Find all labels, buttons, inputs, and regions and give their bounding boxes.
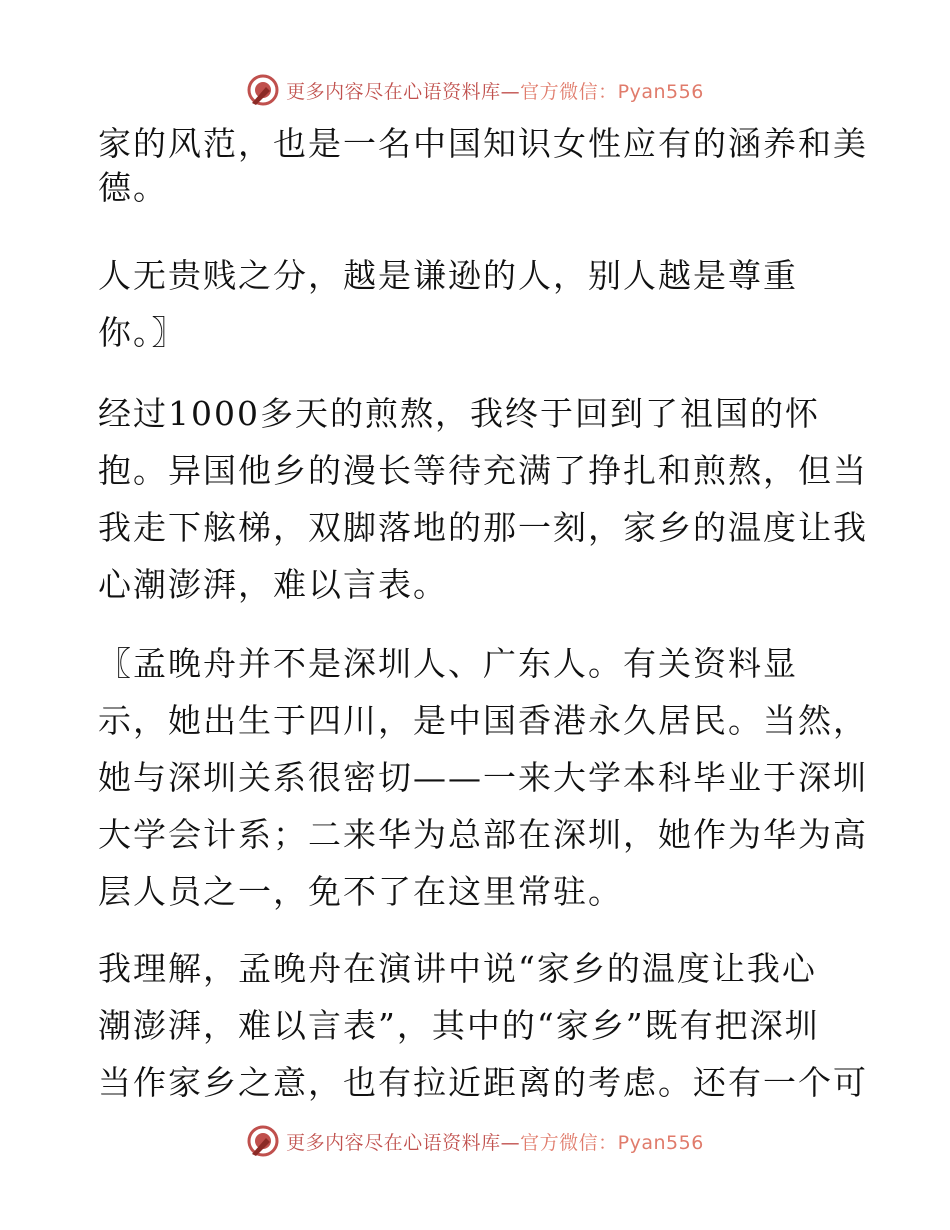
text-line: 大学会计系；二来华为总部在深圳，她作为华为高 bbox=[98, 815, 868, 854]
paragraph-4 bbox=[98, 642, 868, 914]
text-line: 层人员之一，免不了在这里常驻。 bbox=[98, 872, 623, 911]
pen-seal-logo-icon bbox=[246, 1124, 280, 1158]
text-line: 我理解，孟晚舟在演讲中说“家乡的温度让我心 bbox=[98, 949, 817, 988]
paragraph-3 bbox=[98, 392, 868, 607]
watermark-text bbox=[286, 1128, 704, 1155]
text-line: 潮澎湃，难以言表”，其中的“家乡”既有把深圳 bbox=[98, 1006, 820, 1045]
text-line: 德。 bbox=[98, 168, 168, 207]
paragraph-1 bbox=[98, 122, 868, 210]
watermark-wechat: 官方微信：Pyan556 bbox=[520, 80, 704, 103]
text-line: 心潮澎湃，难以言表。 bbox=[98, 565, 448, 604]
watermark-text bbox=[286, 77, 704, 104]
header-watermark bbox=[0, 70, 950, 110]
pen-seal-logo-icon bbox=[246, 73, 280, 107]
paragraph-2 bbox=[98, 254, 798, 355]
text-line: 经过1000多天的煎熬，我终于回到了祖国的怀 bbox=[98, 394, 820, 433]
watermark-site: 更多内容尽在心语资料库— bbox=[286, 1131, 521, 1154]
paragraph-5 bbox=[98, 947, 868, 1105]
text-line: 家的风范，也是一名中国知识女性应有的涵养和美 bbox=[98, 124, 868, 163]
text-line: 我走下舷梯，双脚落地的那一刻，家乡的温度让我 bbox=[98, 508, 868, 547]
watermark-wechat: 官方微信：Pyan556 bbox=[520, 1131, 704, 1154]
text-line: 她与深圳关系很密切——一来大学本科毕业于深圳 bbox=[98, 758, 868, 797]
text-line: 你。〗 bbox=[98, 313, 187, 352]
watermark-site: 更多内容尽在心语资料库— bbox=[286, 80, 521, 103]
text-line: 〖孟晚舟并不是深圳人、广东人。有关资料显 bbox=[98, 644, 798, 683]
text-line: 当作家乡之意，也有拉近距离的考虑。还有一个可 bbox=[98, 1063, 868, 1102]
text-line: 抱。异国他乡的漫长等待充满了挣扎和煎熬，但当 bbox=[98, 451, 868, 490]
text-line: 示，她出生于四川，是中国香港永久居民。当然， bbox=[98, 701, 868, 740]
footer-watermark bbox=[0, 1121, 950, 1161]
text-line: 人无贵贱之分，越是谦逊的人，别人越是尊重 bbox=[98, 256, 798, 295]
